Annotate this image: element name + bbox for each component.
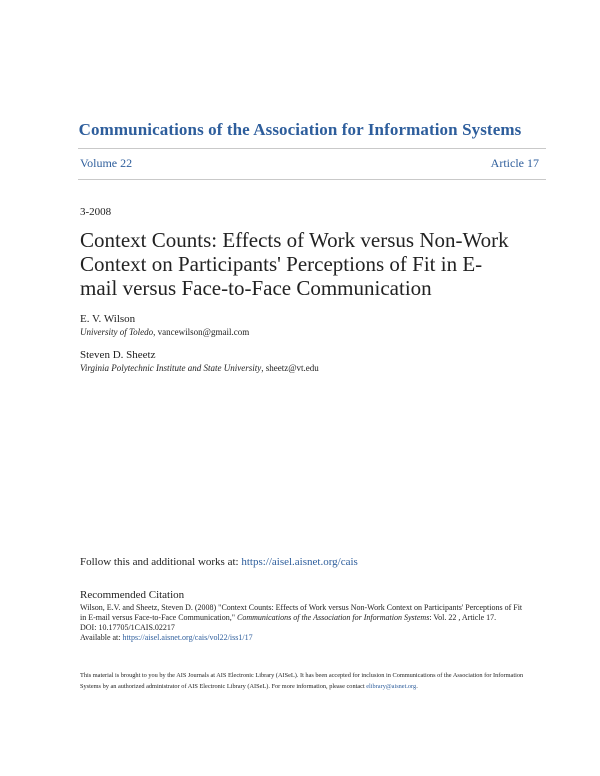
header-divider-top <box>78 148 546 149</box>
author-institution: University of Toledo <box>80 327 154 337</box>
header-divider-bottom <box>78 179 546 180</box>
citation-volume: : Vol. 22 , Article 17. <box>429 613 497 622</box>
title-line: Context Counts: Effects of Work versus Non-Work <box>80 228 509 252</box>
article-url-link[interactable]: https://aisel.aisnet.org/cais/vol22/iss1/17 <box>122 633 253 642</box>
author-name: E. V. Wilson <box>80 313 136 325</box>
contact-email-link[interactable]: elibrary@aisnet.org <box>366 682 417 690</box>
collection-link[interactable]: https://aisel.aisnet.org/cais <box>241 556 358 568</box>
citation-journal: Communications of the Association for Information Systems <box>237 613 430 622</box>
recommended-citation-heading: Recommended Citation <box>80 589 185 601</box>
author-email: , sheetz@vt.edu <box>261 363 319 373</box>
citation-block <box>80 603 525 643</box>
article-title <box>80 228 525 300</box>
title-line: mail versus Face-to-Face Communication <box>80 276 432 300</box>
follow-text: Follow this and additional works at: <box>80 556 242 568</box>
author-affiliation <box>80 363 319 373</box>
footer-end: . <box>416 682 418 690</box>
citation-text: Wilson, E.V. and Sheetz, Steven D. (2008) "Context Counts: Effects of Work versus Non-Work Context on Participants' Perceptions of Fit in E-mail versus Face-to-Face Communication," <box>80 603 523 622</box>
journal-title[interactable]: Communications of the Association for Information Systems <box>78 120 522 139</box>
follow-line <box>80 556 358 568</box>
author-affiliation <box>80 327 249 337</box>
author-email: , vancewilson@gmail.com <box>153 327 250 337</box>
available-label: Available at: <box>80 633 123 642</box>
footer-text: This material is brought to you by the AIS Journals at AIS Electronic Library (AISeL). It has been accepted for inclusion in Communications of the Association for Information Systems by an authorized administrator of AIS Electronic Library (AISeL). For more information, please contact <box>80 672 524 690</box>
title-line: Context on Participants' Perceptions of Fit in E- <box>80 252 483 276</box>
citation-doi: DOI: 10.17705/1CAIS.02217 <box>80 623 175 632</box>
footer-note <box>80 671 530 692</box>
volume-link[interactable]: Volume 22 <box>80 156 133 170</box>
author-institution: Virginia Polytechnic Institute and State University <box>80 363 262 373</box>
publication-date: 3-2008 <box>80 206 112 218</box>
author-name: Steven D. Sheetz <box>80 349 156 361</box>
article-link[interactable]: Article 17 <box>490 156 539 170</box>
